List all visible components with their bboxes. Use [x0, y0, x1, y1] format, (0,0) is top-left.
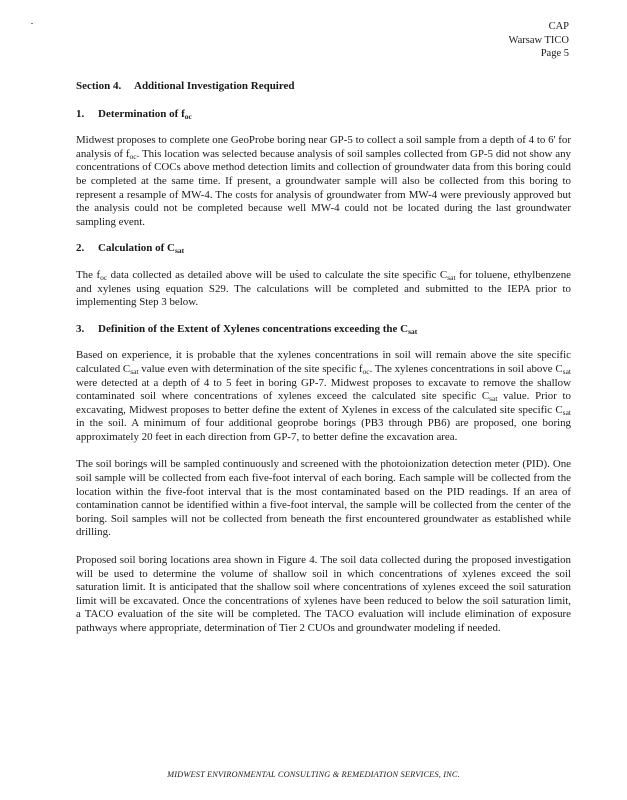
page-header — [509, 20, 570, 61]
header-site-name: Warsaw TICO — [508, 34, 569, 46]
subscript: oc — [100, 272, 108, 282]
heading-number: 2. — [76, 242, 85, 255]
paragraph-text: were detected at a depth of 4 to 5 feet in boring GP-7. Midwest proposes to excavate to remove the shallow contaminated soil where concentrations of xylenes exceed the calculated site specific C — [76, 376, 571, 403]
paragraph-xylenes — [76, 349, 571, 444]
paragraph-text: value. Prior to excavating, Midwest proposes to better define the extent of Xylenes in excess of the calculated site specific C — [76, 390, 571, 416]
paragraph-soil-borings — [76, 458, 571, 540]
heading-number: 3. — [76, 322, 85, 335]
subscript: sat — [562, 407, 571, 417]
heading-text: Calculation of C — [98, 242, 175, 255]
heading-number: 1. — [76, 107, 85, 120]
heading-subscript: sat — [175, 246, 185, 256]
heading-determination-foc — [76, 108, 571, 122]
heading-xylenes-extent — [76, 323, 571, 337]
paragraph-text: Proposed soil boring locations area shown in Figure 4. The soil data collected during the proposed investigation will be used to determine the volume of shallow soil in which concentrations of xylenes exceed the soil saturation limit. It is anticipated that the shallow soil where concentrations of xylenes exceed the soil saturation limit will be excavated. Once the concentrations of xylenes have been reduced to below the soil saturation limit, a TACO evaluation of the site will be completed. The TACO evaluation will include elimination of exposure pathways where appropriate, determination of Tier 2 CUOs and groundwater modeling if needed. — [76, 554, 571, 634]
subscript: sat — [562, 366, 572, 376]
paragraph-text: Based on experience, it is probable that the xylenes concentrations in soil will remain above the site specific calculated C — [76, 349, 571, 375]
subscript: sat — [489, 394, 498, 404]
paragraph-text: for toluene, ethylbenzene and xylenes using equation S29. The calculations will be completed and submitted to the IEPA prior to implementing Step 3 below. — [76, 268, 572, 309]
paragraph-text: . This location was selected because analysis of soil samples collected from GP-5 did not show any concentrations of COCs above method detection limits and collection of groundwater data from this boring could be completed at the same time. If present, a groundwater sample will also be collected from this boring to represent a resample of MW-4. The costs for analysis of groundwater from MW-4 were previously approved but the analysis could not be completed because well MW-4 could not be located during the last groundwater sampling event. — [76, 147, 571, 228]
paragraph-text: Midwest proposes to complete one GeoProbe boring near GP-5 to collect a soil sample from a depth of 4 to 6' for analysis of f — [76, 134, 571, 160]
section-title — [76, 80, 571, 94]
heading-text: Definition of the Extent of Xylenes concentrations exceeding the C — [98, 322, 409, 335]
paragraph-text: value even with determination of the site specific f — [138, 362, 363, 375]
subscript: sat — [447, 272, 456, 282]
heading-calculation-csat — [76, 242, 571, 256]
page-footer: MIDWEST ENVIRONMENTAL CONSULTING & REMEDIATION SERVICES, INC. — [167, 770, 460, 779]
paragraph-text: in the soil. A minimum of four additional geoprobe borings (PB3 through PB6) are proposed, one boring approximately 20 feet in each direction from GP-7, to better define the excavation area. — [76, 417, 571, 443]
paragraph-text: The soil borings will be sampled continuously and screened with the photoionization detection meter (PID). One soil sample will be collected from each five-foot interval of each boring. Each sample will be collected from the location within the five-foot interval that is the most contaminated based on the PID readings. If an area of contamination cannot be identified within a five-foot interval, the sample will be collected from the center of the boring. Soil samples will not be collected from beneath the first encountered groundwater as established while drilling. — [76, 458, 571, 539]
paragraph-foc — [76, 134, 571, 229]
heading-text: Determination of f — [98, 107, 185, 120]
section-heading-text: Additional Investigation Required — [134, 80, 295, 92]
paragraph-text: . The xylenes concentrations in soil above C — [369, 362, 563, 375]
scan-speck — [31, 23, 33, 24]
section-number: Section 4. — [76, 80, 122, 92]
header-doc-code: CAP — [548, 21, 569, 32]
paragraph-text: data collected as detailed above will be used to calculate the site specific C — [107, 268, 448, 281]
subscript: oc — [129, 151, 137, 161]
heading-subscript: sat — [408, 326, 418, 336]
header-page-number: Page 5 — [540, 48, 569, 59]
paragraph-text: The f — [76, 268, 101, 281]
document-body — [76, 80, 571, 636]
subscript: sat — [130, 366, 139, 376]
heading-subscript: oc — [184, 111, 192, 121]
subscript: oc — [362, 366, 370, 376]
paragraph-proposed-locations — [76, 554, 571, 636]
paragraph-csat — [76, 269, 571, 310]
